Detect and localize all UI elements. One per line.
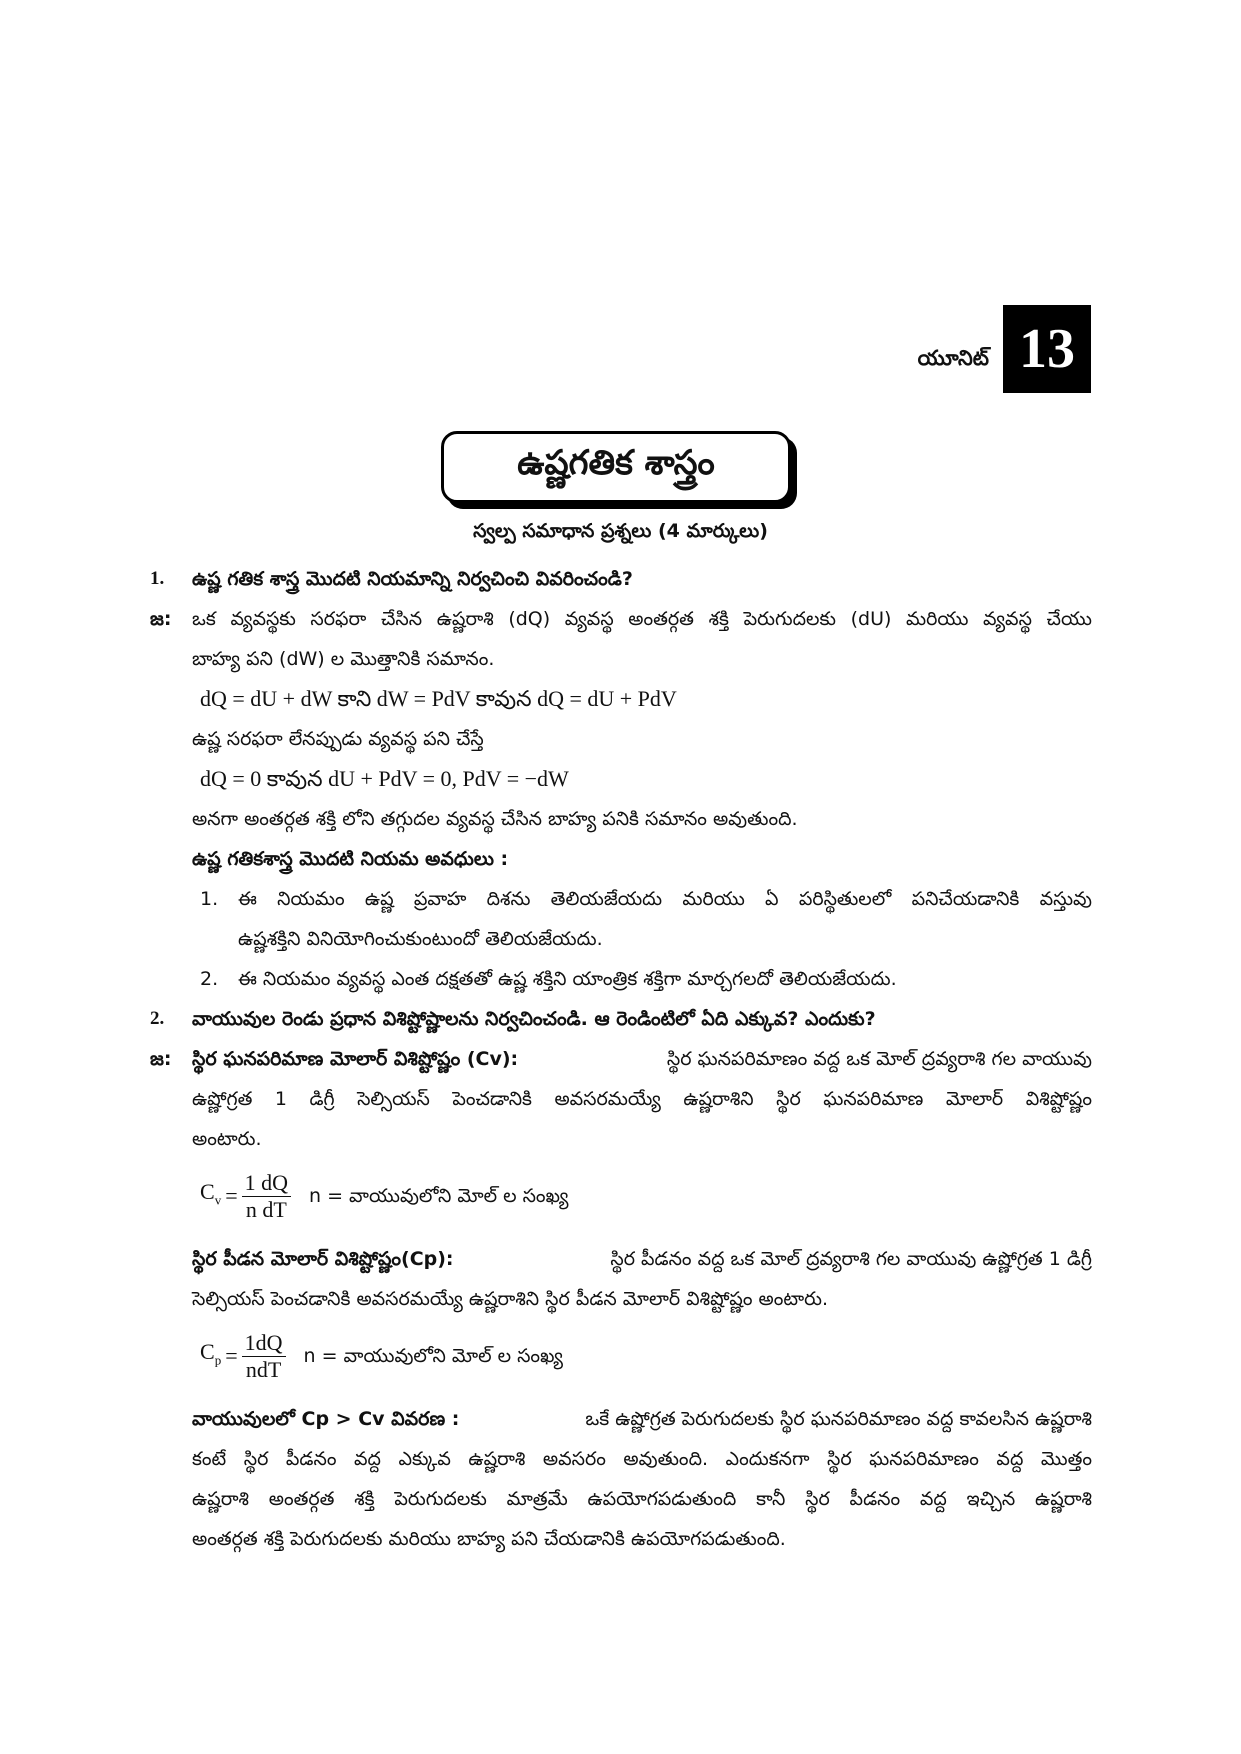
cp-definition-line	[192, 1246, 1092, 1272]
unit-number-badge: 13	[1003, 305, 1091, 393]
answer-line: ఉష్ణోగ్రత 1 డిగ్రీ సెల్సియస్ పెంచడానికి అవసరమయ్యే ఉష్ణరాశిని స్థిర ఘనపరిమాణ మోలార్ విశిష్టోష్ణం	[192, 1088, 1092, 1110]
unit-header	[918, 305, 1091, 393]
chapter-title: ఉష్ణగతిక శాస్త్రం	[441, 431, 791, 503]
explanation-heading: వాయువులలో Cp > Cv వివరణ :	[192, 1408, 460, 1430]
answer-line: ఒక వ్యవస్థకు సరఫరా చేసిన ఉష్ణరాశి (dQ) వ్యవస్థ అంతర్గత శక్తి పెరుగుదలకు (dU) మరియు వ్యవస్థ చేయు	[192, 608, 1092, 630]
cv-fraction: $\frac{1 dQ}{\text{n dT}}$	[242, 1170, 291, 1223]
answer-label: జ:	[150, 608, 172, 630]
cp-heading: స్థిర పీడన మోలార్ విశిష్టోష్ణం(Cp):	[192, 1248, 454, 1270]
answer-line: ఉష్ణ సరఫరా లేనప్పుడు వ్యవస్థ పని చేస్తే	[192, 728, 484, 750]
answer-line: అంటారు.	[192, 1128, 262, 1150]
list-number: 1.	[200, 888, 219, 910]
cp-fraction: $\frac{1dQ}{\text{ndT}}$	[242, 1330, 286, 1383]
answer-line: ఉష్ణరాశి అంతర్గత శక్తి పెరుగుదలకు మాత్రమే ఉపయోగపడుతుంది కానీ స్థిర పీడనం వద్ద ఇచ్చిన ఉష్ణరాశి	[192, 1488, 1092, 1510]
answer-line: బాహ్య పని (dW) ల మొత్తానికి సమానం.	[192, 648, 495, 670]
cp-equation: $C_p$ = $\frac{1dQ}{\text{ndT}}$ n = వాయువులోని మోల్ ల సంఖ్య	[200, 1326, 563, 1386]
list-item: ఉష్ణశక్తిని వినియోగించుకుంటుందో తెలియజేయదు.	[238, 928, 603, 950]
list-item: ఈ నియమం వ్యవస్థ ఎంత దక్షతతో ఉష్ణ శక్తిని యాంత్రిక శక్తిగా మార్చగలదో తెలియజేయదు.	[238, 968, 897, 990]
list-item: ఈ నియమం ఉష్ణ ప్రవాహ దిశను తెలియజేయదు మరియు ఏ పరిస్థితులలో పనిచేయడానికి వస్తువు	[238, 888, 1092, 910]
cp-definition-text: స్థిర పీడనం వద్ద ఒక మోల్ ద్రవ్యరాశి గల వాయువు ఉష్ణోగ్రత 1 డిగ్రీ	[610, 1248, 1092, 1270]
cv-symbol: $C_v$	[200, 1178, 222, 1208]
cv-definition-text: స్థిర ఘనపరిమాణం వద్ద ఒక మోల్ ద్రవ్యరాశి గల వాయువు	[666, 1048, 1092, 1070]
question-number: 1.	[150, 568, 165, 589]
equation: dQ = 0 కావున dU + PdV = 0, PdV = −dW	[200, 766, 569, 791]
cv-note: n = వాయువులోని మోల్ ల సంఖ్య	[309, 1185, 569, 1207]
question-text: ఉష్ణ గతిక శాస్త్ర మొదటి నియమాన్ని నిర్వచించి వివరించండి?	[192, 568, 633, 590]
answer-line: అనగా అంతర్గత శక్తి లోని తగ్గుదల వ్యవస్థ చేసిన బాహ్య పనికి సమానం అవుతుంది.	[192, 808, 798, 830]
cp-note: n = వాయువులోని మోల్ ల సంఖ్య	[303, 1345, 563, 1367]
question-number: 2.	[150, 1008, 165, 1029]
answer-line: సెల్సియస్ పెంచడానికి అవసరమయ్యే ఉష్ణరాశిని స్థిర పీడన మోలార్ విశిష్టోష్ణం అంటారు.	[192, 1288, 828, 1310]
answer-line: అంతర్గత శక్తి పెరుగుదలకు మరియు బాహ్య పని చేయడానికి ఉపయోగపడుతుంది.	[192, 1528, 786, 1550]
explanation-text: ఒకే ఉష్ణోగ్రత పెరుగుదలకు స్థిర ఘనపరిమాణం వద్ద కావలసిన ఉష్ణరాశి	[585, 1408, 1092, 1430]
answer-label: జ:	[150, 1048, 172, 1070]
cv-equation: $C_v$ = $\frac{1 dQ}{\text{n dT}}$ n = వాయువులోని మోల్ ల సంఖ్య	[200, 1166, 568, 1226]
section-subtitle: స్వల్ప సమాధాన ప్రశ్నలు (4 మార్కులు)	[473, 520, 768, 542]
unit-label: యూనిట్	[917, 346, 989, 370]
cp-symbol: $C_p$	[200, 1338, 222, 1368]
list-number: 2.	[200, 968, 219, 990]
equation: dQ = dU + dW కాని dW = PdV కావున dQ = dU + PdV	[200, 686, 677, 711]
explanation-line	[192, 1406, 1092, 1432]
answer-line: కంటే స్థిర పీడనం వద్ద ఎక్కువ ఉష్ణరాశి అవసరం అవుతుంది. ఎందుకనగా స్థిర ఘనపరిమాణం వద్ద మొత్తం	[192, 1448, 1092, 1470]
cv-heading: స్థిర ఘనపరిమాణ మోలార్ విశిష్టోష్ణం (Cv):	[192, 1048, 519, 1070]
question-text: వాయువుల రెండు ప్రధాన విశిష్టోష్ణాలను నిర్వచించండి. ఆ రెండింటిలో ఏది ఎక్కువ? ఎందుకు?	[192, 1008, 876, 1030]
cv-definition-line	[192, 1046, 1092, 1072]
limits-heading: ఉష్ణ గతికశాస్త్ర మొదటి నియమ అవధులు :	[192, 848, 509, 870]
